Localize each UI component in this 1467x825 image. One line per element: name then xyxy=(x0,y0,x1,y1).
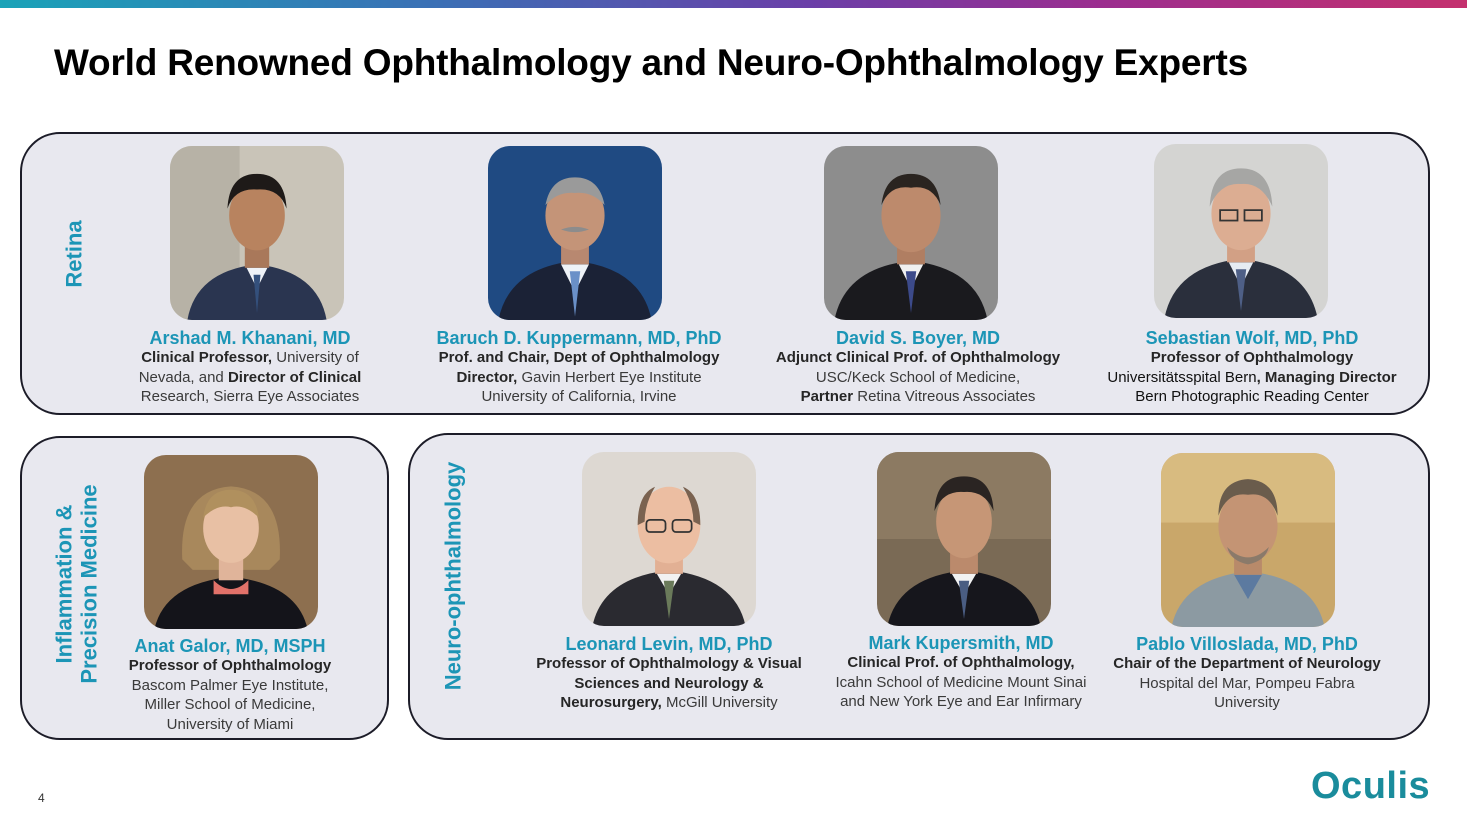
expert-title-bold: , Managing Director xyxy=(1256,368,1397,386)
top-gradient-bar xyxy=(0,0,1467,8)
expert-title-line xyxy=(409,348,749,368)
expert-affiliation: University xyxy=(1214,694,1280,711)
expert-title-bold: Chair of the Department of Neurology xyxy=(1113,655,1381,672)
levin-card xyxy=(499,633,839,713)
expert-affiliation: University of California, Irvine xyxy=(481,388,677,405)
neuro-section-label: Neuro-ophthalmology xyxy=(440,461,466,691)
galor-photo xyxy=(144,455,318,629)
expert-name: Arshad M. Khanani, MD xyxy=(149,328,351,348)
wolf-photo xyxy=(1154,144,1328,318)
expert-title-text: McGill University xyxy=(661,694,778,711)
expert-name: Sebastian Wolf, MD, PhD xyxy=(1145,328,1359,348)
expert-affiliation: Bern Photographic Reading Center xyxy=(1135,388,1369,405)
expert-title-bold: Adjunct Clinical Prof. of Ophthalmology xyxy=(775,349,1061,366)
expert-title-line xyxy=(409,368,749,388)
khanani-photo xyxy=(170,146,344,320)
expert-affiliation: Bascom Palmer Eye Institute, xyxy=(131,676,329,694)
expert-title-bold: Director, xyxy=(456,368,518,386)
expert-title-bold: Partner xyxy=(800,388,854,405)
kupersmith-photo xyxy=(877,452,1051,626)
oculis-logo: Oculis xyxy=(1311,765,1431,807)
villoslada-photo xyxy=(1161,453,1335,627)
expert-title-text: Retina Vitreous Associates xyxy=(853,388,1036,405)
expert-name: Pablo Villoslada, MD, PhD xyxy=(1136,634,1358,654)
kuppermann-photo xyxy=(488,146,662,320)
expert-title-bold: Neurosurgery, xyxy=(560,694,662,711)
page-title: World Renowned Ophthalmology and Neuro-Ophthalmology Experts xyxy=(54,42,1248,83)
expert-title-line xyxy=(499,654,839,674)
expert-affiliation: Icahn School of Medicine Mount Sinai xyxy=(835,673,1087,691)
expert-title-line xyxy=(1082,368,1422,388)
expert-title-line xyxy=(60,656,400,676)
villoslada-card xyxy=(1077,633,1417,713)
expert-title-line xyxy=(748,387,1088,407)
boyer-photo xyxy=(824,146,998,320)
khanani-card xyxy=(80,327,420,407)
inflammation-label-line1: Inflammation & xyxy=(51,504,77,664)
inflammation-label-line2: Precision Medicine xyxy=(77,484,102,684)
retina-section-label: Retina xyxy=(61,220,87,288)
expert-title-bold: Sciences and Neurology & xyxy=(574,674,764,692)
expert-affiliation: Hospital del Mar, Pompeu Fabra xyxy=(1139,674,1355,692)
expert-affiliation: USC/Keck School of Medicine, xyxy=(815,368,1021,386)
expert-name: Baruch D. Kuppermann, MD, PhD xyxy=(436,328,722,348)
expert-title-text: University of xyxy=(272,349,359,366)
expert-title-bold: Director of Clinical xyxy=(227,368,362,386)
expert-title-line xyxy=(1077,654,1417,674)
expert-title-text: Gavin Herbert Eye Institute xyxy=(517,368,702,386)
expert-title-bold: Clinical Professor, xyxy=(141,349,273,366)
expert-title-bold: Professor of Ophthalmology & Visual xyxy=(536,655,802,672)
expert-name: David S. Boyer, MD xyxy=(835,328,1001,348)
boyer-card xyxy=(748,327,1088,407)
page-number: 4 xyxy=(38,791,45,805)
expert-title-bold: Professor of Ophthalmology xyxy=(1150,349,1354,366)
expert-affiliation: Miller School of Medicine, xyxy=(144,696,316,713)
expert-title-line xyxy=(748,348,1088,368)
expert-title-bold: Prof. and Chair, Dept of Ophthalmology xyxy=(438,349,720,366)
expert-title-line xyxy=(499,693,839,713)
expert-name: Mark Kupersmith, MD xyxy=(868,633,1054,653)
expert-name: Anat Galor, MD, MSPH xyxy=(134,636,326,656)
expert-title-line xyxy=(80,368,420,388)
expert-title-line xyxy=(499,674,839,694)
wolf-card xyxy=(1082,327,1422,407)
expert-title-line xyxy=(80,348,420,368)
expert-title-text: Universitätsspital Bern xyxy=(1107,368,1257,386)
expert-title-bold: Clinical Prof. of Ophthalmology, xyxy=(847,654,1075,671)
levin-photo xyxy=(582,452,756,626)
expert-name: Leonard Levin, MD, PhD xyxy=(565,634,773,654)
expert-title-line xyxy=(1082,348,1422,368)
expert-affiliation: University of Miami xyxy=(166,715,294,733)
expert-title-text: Nevada, and xyxy=(138,368,228,386)
galor-card xyxy=(60,635,400,734)
expert-title-bold: Professor of Ophthalmology xyxy=(128,657,332,674)
expert-affiliation: and New York Eye and Ear Infirmary xyxy=(840,693,1082,710)
expert-affiliation: Research, Sierra Eye Associates xyxy=(140,388,360,405)
kuppermann-card xyxy=(409,327,749,407)
